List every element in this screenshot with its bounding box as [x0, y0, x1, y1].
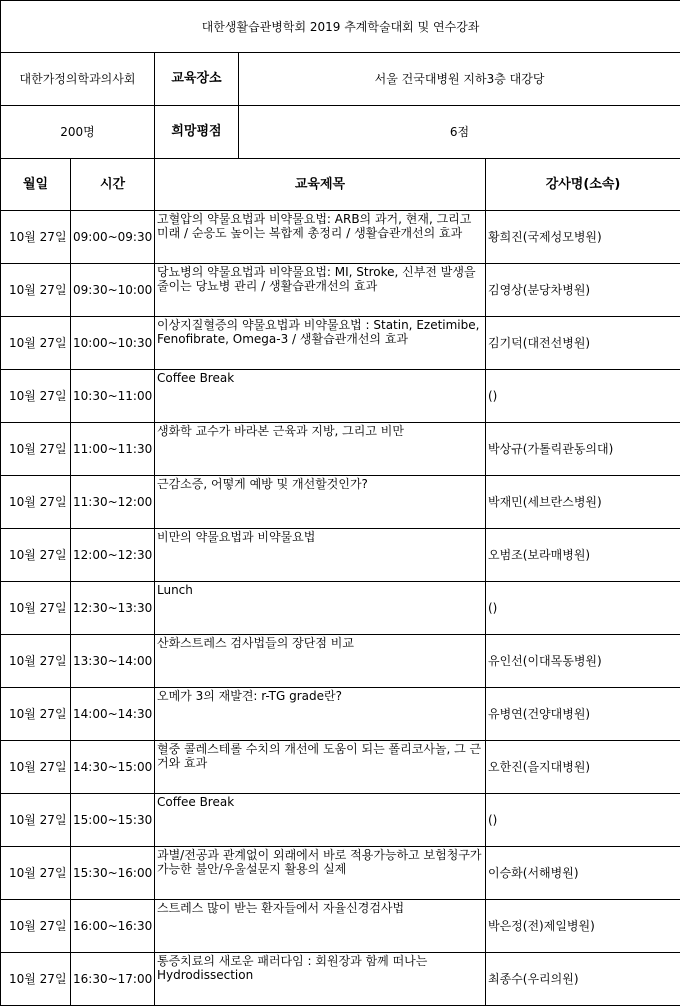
row-lecturer: 유인선(이대목동병원)	[486, 635, 680, 688]
row-lecturer: ()	[486, 582, 680, 635]
row-time: 10:30~11:00	[71, 370, 155, 423]
row-time: 16:00~16:30	[71, 900, 155, 953]
points-value: 6점	[239, 106, 680, 159]
table-row	[1, 582, 680, 635]
row-topic: Lunch	[155, 582, 486, 635]
table-row	[1, 953, 680, 1006]
row-topic: 생화학 교수가 바라본 근육과 지방, 그리고 비만	[155, 423, 486, 476]
row-topic: 근감소증, 어떻게 예방 및 개선할것인가?	[155, 476, 486, 529]
table-row	[1, 900, 680, 953]
attendance: 200명	[1, 106, 155, 159]
row-date: 10월 27일	[1, 900, 71, 953]
row-lecturer: ()	[486, 794, 680, 847]
location-label: 교육장소	[155, 53, 239, 106]
header-date: 월일	[1, 159, 71, 211]
row-time: 14:30~15:00	[71, 741, 155, 794]
row-topic: 고혈압의 약물요법과 비약물요법: ARB의 과거, 현재, 그리고 미래 / 순응도 높이는 복합제 총정리 / 생활습관개선의 효과	[155, 211, 486, 264]
row-topic: Coffee Break	[155, 794, 486, 847]
table-row	[1, 423, 680, 476]
row-time: 13:30~14:00	[71, 635, 155, 688]
page-title: 대한생활습관병학회 2019 추계학술대회 및 연수강좌	[1, 1, 680, 53]
row-lecturer: 황희진(국제성모병원)	[486, 211, 680, 264]
row-lecturer: 유병연(건양대병원)	[486, 688, 680, 741]
row-time: 15:30~16:00	[71, 847, 155, 900]
header-topic: 교육제목	[155, 159, 486, 211]
table-row	[1, 476, 680, 529]
row-date: 10월 27일	[1, 423, 71, 476]
row-time: 12:30~13:30	[71, 582, 155, 635]
table-row	[1, 794, 680, 847]
row-topic: 당뇨병의 약물요법과 비약물요법: MI, Stroke, 신부전 발생을 줄이는 당뇨병 관리 / 생활습관개선의 효과	[155, 264, 486, 317]
row-lecturer: ()	[486, 370, 680, 423]
row-date: 10월 27일	[1, 794, 71, 847]
table-row	[1, 635, 680, 688]
row-lecturer: 박상규(가톨릭관동의대)	[486, 423, 680, 476]
row-time: 11:30~12:00	[71, 476, 155, 529]
row-topic: 산화스트레스 검사법들의 장단점 비교	[155, 635, 486, 688]
row-date: 10월 27일	[1, 370, 71, 423]
table-row	[1, 847, 680, 900]
table-row	[1, 264, 680, 317]
organizer: 대한가정의학과의사회	[1, 53, 155, 106]
table-row	[1, 741, 680, 794]
row-date: 10월 27일	[1, 476, 71, 529]
row-topic: 이상지질혈증의 약물요법과 비약물요법 : Statin, Ezetimibe, Fenofibrate, Omega-3 / 생활습관개선의 효과	[155, 317, 486, 370]
row-date: 10월 27일	[1, 741, 71, 794]
table-row	[1, 688, 680, 741]
row-lecturer: 김기덕(대전선병원)	[486, 317, 680, 370]
row-time: 15:00~15:30	[71, 794, 155, 847]
table-row	[1, 211, 680, 264]
row-date: 10월 27일	[1, 529, 71, 582]
row-date: 10월 27일	[1, 688, 71, 741]
table-row	[1, 529, 680, 582]
row-time: 16:30~17:00	[71, 953, 155, 1006]
location-value: 서울 건국대병원 지하3층 대강당	[239, 53, 680, 106]
row-time: 11:00~11:30	[71, 423, 155, 476]
row-lecturer: 최종수(우리의원)	[486, 953, 680, 1006]
row-date: 10월 27일	[1, 953, 71, 1006]
row-date: 10월 27일	[1, 317, 71, 370]
row-time: 09:30~10:00	[71, 264, 155, 317]
row-date: 10월 27일	[1, 635, 71, 688]
row-topic: 스트레스 많이 받는 환자들에서 자율신경검사법	[155, 900, 486, 953]
row-topic: 혈중 콜레스테롤 수치의 개선에 도움이 되는 폴리코사놀, 그 근거와 효과	[155, 741, 486, 794]
row-topic: 비만의 약물요법과 비약물요법	[155, 529, 486, 582]
row-time: 09:00~09:30	[71, 211, 155, 264]
table-row	[1, 370, 680, 423]
row-topic: 과별/전공과 관계없이 외래에서 바로 적용가능하고 보험청구가 가능한 불안/우울설문지 활용의 실제	[155, 847, 486, 900]
row-date: 10월 27일	[1, 211, 71, 264]
row-topic: 오메가 3의 재발견: r-TG grade란?	[155, 688, 486, 741]
row-lecturer: 오범조(보라매병원)	[486, 529, 680, 582]
points-label: 희망평점	[155, 106, 239, 159]
header-lecturer: 강사명(소속)	[486, 159, 680, 211]
row-time: 10:00~10:30	[71, 317, 155, 370]
row-lecturer: 박은정(전)제일병원)	[486, 900, 680, 953]
row-lecturer: 김영상(분당차병원)	[486, 264, 680, 317]
row-date: 10월 27일	[1, 582, 71, 635]
table-row	[1, 317, 680, 370]
row-time: 12:00~12:30	[71, 529, 155, 582]
row-lecturer: 이승화(서해병원)	[486, 847, 680, 900]
row-time: 14:00~14:30	[71, 688, 155, 741]
row-date: 10월 27일	[1, 847, 71, 900]
row-date: 10월 27일	[1, 264, 71, 317]
row-topic: 통증치료의 새로운 패러다임 : 회원장과 함께 떠나는 Hydrodissection	[155, 953, 486, 1006]
header-time: 시간	[71, 159, 155, 211]
row-lecturer: 박재민(세브란스병원)	[486, 476, 680, 529]
row-topic: Coffee Break	[155, 370, 486, 423]
row-lecturer: 오한진(을지대병원)	[486, 741, 680, 794]
